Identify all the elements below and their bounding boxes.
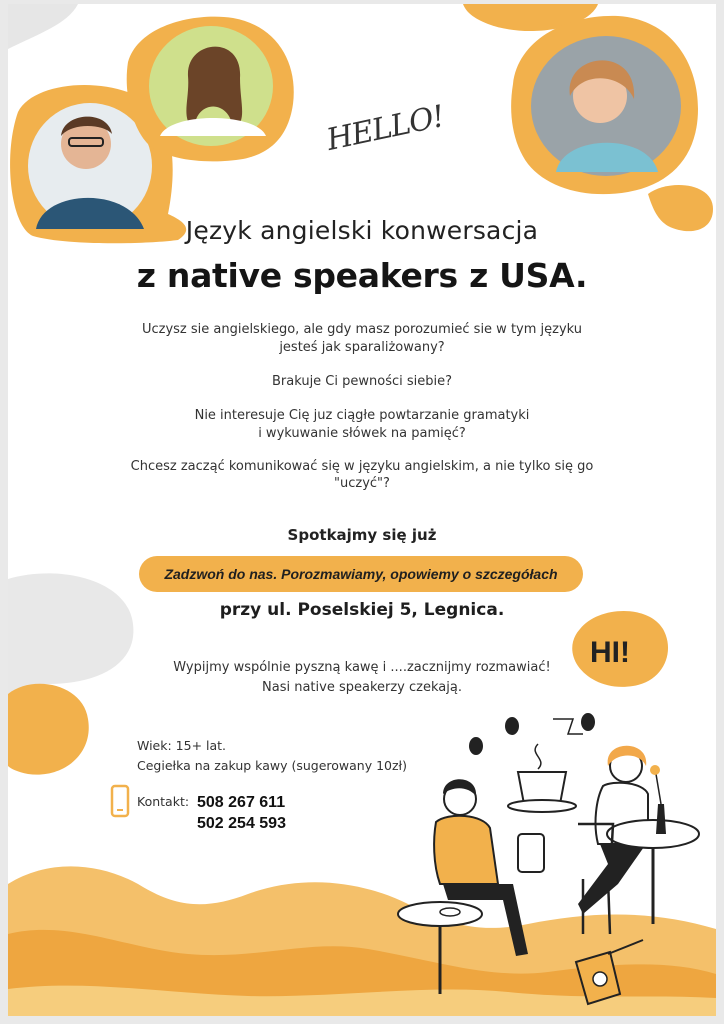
flyer-page bbox=[8, 4, 716, 1016]
call-to-action-banner: Zadzwoń do nas. Porozmawiamy, opowiemy o szczegółach bbox=[139, 556, 583, 592]
coffee-bean-icon bbox=[469, 737, 483, 755]
address: przy ul. Poselskiej 5, Legnica. bbox=[219, 600, 505, 620]
coffee-bean-icon bbox=[505, 717, 519, 735]
invite-line1: Wypijmy wspólnie pyszną kawę i ....zacznijmy rozmawiać! bbox=[173, 660, 551, 675]
invite-line2: Nasi native speakerzy czekają. bbox=[262, 680, 462, 695]
question-4-line2: "uczyć"? bbox=[334, 476, 390, 491]
question-2: Brakuje Ci pewności siebie? bbox=[271, 374, 453, 389]
question-3-line1: Nie interesuje Cię juz ciągłe powtarzanie gramatyki bbox=[194, 408, 530, 423]
hi-text: HI! bbox=[590, 636, 630, 669]
question-4-line1: Chcesz zacząć komunikować się w języku angielskim, a nie tylko się go bbox=[130, 459, 594, 474]
title-line2: z native speakers z USA. bbox=[136, 256, 588, 295]
coffee-bean-icon bbox=[581, 713, 595, 731]
phone-number-1: 508 267 611 bbox=[197, 794, 286, 811]
table-right bbox=[607, 820, 699, 848]
hello-text: HELLO! bbox=[323, 99, 447, 158]
man-figure-body bbox=[434, 816, 498, 884]
saucer-icon bbox=[508, 800, 576, 812]
fee-info: Cegiełka na zakup kawy (sugerowany 10zł) bbox=[137, 758, 407, 773]
contact-label: Kontakt: bbox=[137, 794, 190, 809]
age-info: Wiek: 15+ lat. bbox=[137, 738, 227, 753]
coffee-jar-icon bbox=[518, 834, 544, 872]
title-line1: Język angielski konwersacja bbox=[185, 216, 539, 245]
question-1-line1: Uczysz sie angielskiego, ale gdy masz porozumieć sie w tym języku bbox=[141, 322, 583, 337]
vase-icon bbox=[656, 804, 666, 834]
question-1-line2: jesteś jak sparaliżowany? bbox=[279, 340, 445, 355]
meeting-heading: Spotkajmy się już bbox=[287, 526, 437, 544]
question-3-line2: i wykuwanie słówek na pamięć? bbox=[258, 426, 466, 441]
cafe-illustration bbox=[388, 704, 716, 1009]
cup-icon bbox=[440, 908, 460, 916]
table-left bbox=[398, 902, 482, 926]
phone-number-2: 502 254 593 bbox=[197, 815, 286, 832]
phone-icon bbox=[110, 784, 130, 818]
